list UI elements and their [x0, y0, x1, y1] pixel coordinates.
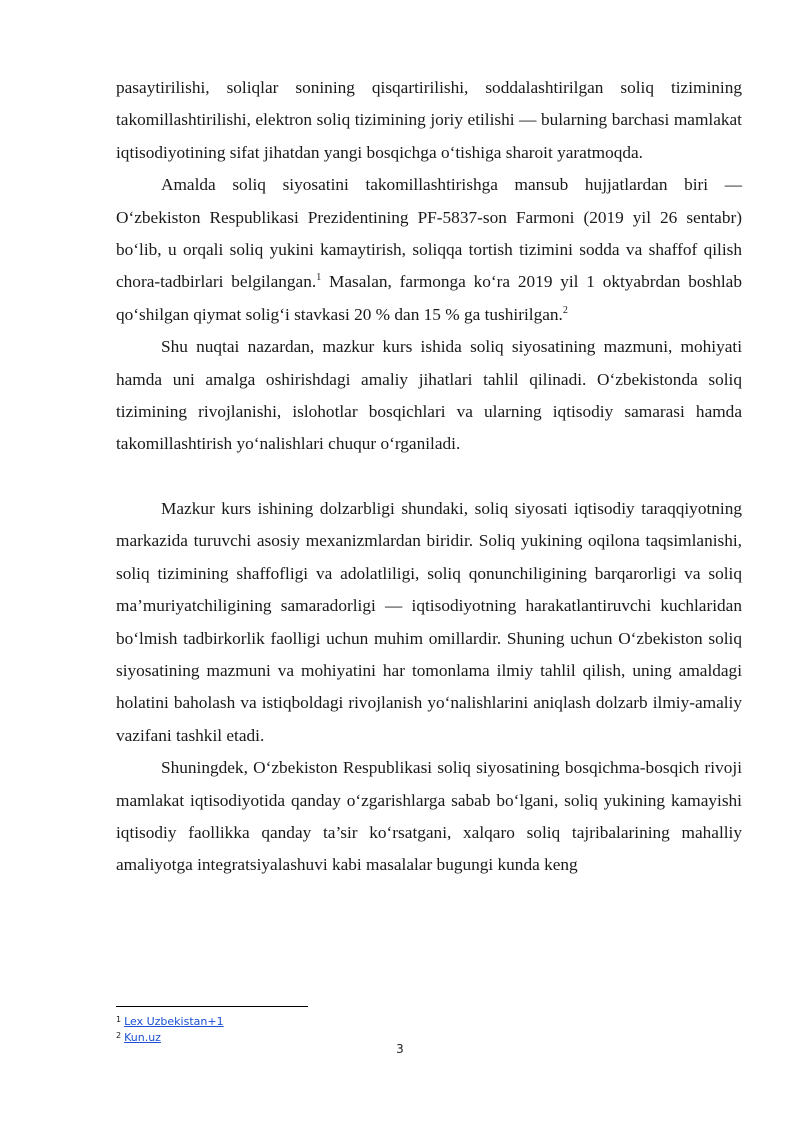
page-number: 3	[396, 1042, 404, 1056]
paragraph-2-text-a: Amalda soliq siyosatini takomillashtirishga mansub hujjatlardan biri — Oʻzbekiston Respublikasi Prezidentining PF-5837-son Farmoni (2019 yil 26 sentabr) boʻlib, u orqali soliq yukini kamaytirish, soliqqa tortish tizimini sodda va shaffof qilish chora-tadbirlari belgilangan.	[116, 175, 742, 292]
footnote-number: 2	[116, 1031, 122, 1040]
paragraph-2	[116, 169, 742, 331]
body-text	[116, 72, 742, 882]
paragraph-4: Mazkur kurs ishining dolzarbligi shundaki, soliq siyosati iqtisodiy taraqqiyotning markazida turuvchi asosiy mexanizmlardan biridir. Soliq yukining oqilona taqsimlanishi, soliq tizimining shaffofligi va adolatliligi, soliq qonunchiligining barqarorligi va soliq ma’muriyatchiligining samaradorligi — iqtisodiyotning harakatlantiruvchi kuchlaridan boʻlmish tadbirkorlik faolligi uchun muhim omillardir. Shuning uchun Oʻzbekiston soliq siyosatining mazmuni va mohiyatini har tomonlama ilmiy tahlil qilish, uning amaldagi holatini baholash va istiqboldagi rivojlanish yoʻnalishlarini aniqlash dolzarb ilmiy-amaliy vazifani tashkil etadi.	[116, 498, 742, 745]
paragraph-3: Shu nuqtai nazardan, mazkur kurs ishida soliq siyosatining mazmuni, mohiyati hamda uni amalga oshirishdagi amaliy jihatlari tahlil qilinadi. Oʻzbekistonda soliq tizimining rivojlanishi, islohotlar bosqichlari va ularning iqtisodiy samarasi hamda takomillashtirish yoʻnalishlari chuqur oʻrganiladi.	[116, 337, 742, 454]
footnote-ref-1[interactable]: 1	[316, 272, 322, 284]
paragraph-1: pasaytirilishi, soliqlar sonining qisqartirilishi, soddalashtirilgan soliq tizimining takomillashtirilishi, elektron soliq tizimining joriy etilishi — bularning barchasi mamlakat iqtisodiyotining sifat jihatdan yangi bosqichga oʻtishiga sharoit yaratmoqda.	[116, 78, 742, 162]
footnote-link-kun-uz[interactable]: Kun.uz	[124, 1031, 161, 1044]
footnote-number: 1	[116, 1015, 122, 1024]
footnote-1	[116, 1014, 516, 1030]
footnote-separator	[116, 1006, 308, 1007]
footnote-ref-2[interactable]: 2	[562, 305, 568, 317]
paragraph-2-text-b: Masalan, farmonga koʻra 2019 yil 1 oktyabrdan boshlab qoʻshilgan qiymat soligʻi stavkasi 20 % dan 15 % ga tushirilgan.	[116, 272, 742, 324]
paragraph-5: Shuningdek, Oʻzbekiston Respublikasi soliq siyosatining bosqichma-bosqich rivoji mamlakat iqtisodiyotida qanday oʻzgarishlarga sabab boʻlgani, soliq yukining kamayishi iqtisodiy faollikka qanday ta’sir koʻrsatgani, xalqaro soliq tajribalarining mahalliy amaliyotga integratsiyalashuvi kabi masalalar bugungi kunda keng	[116, 758, 742, 875]
footnote-link-lex-uzbekistan[interactable]: Lex Uzbekistan+1	[124, 1015, 224, 1028]
